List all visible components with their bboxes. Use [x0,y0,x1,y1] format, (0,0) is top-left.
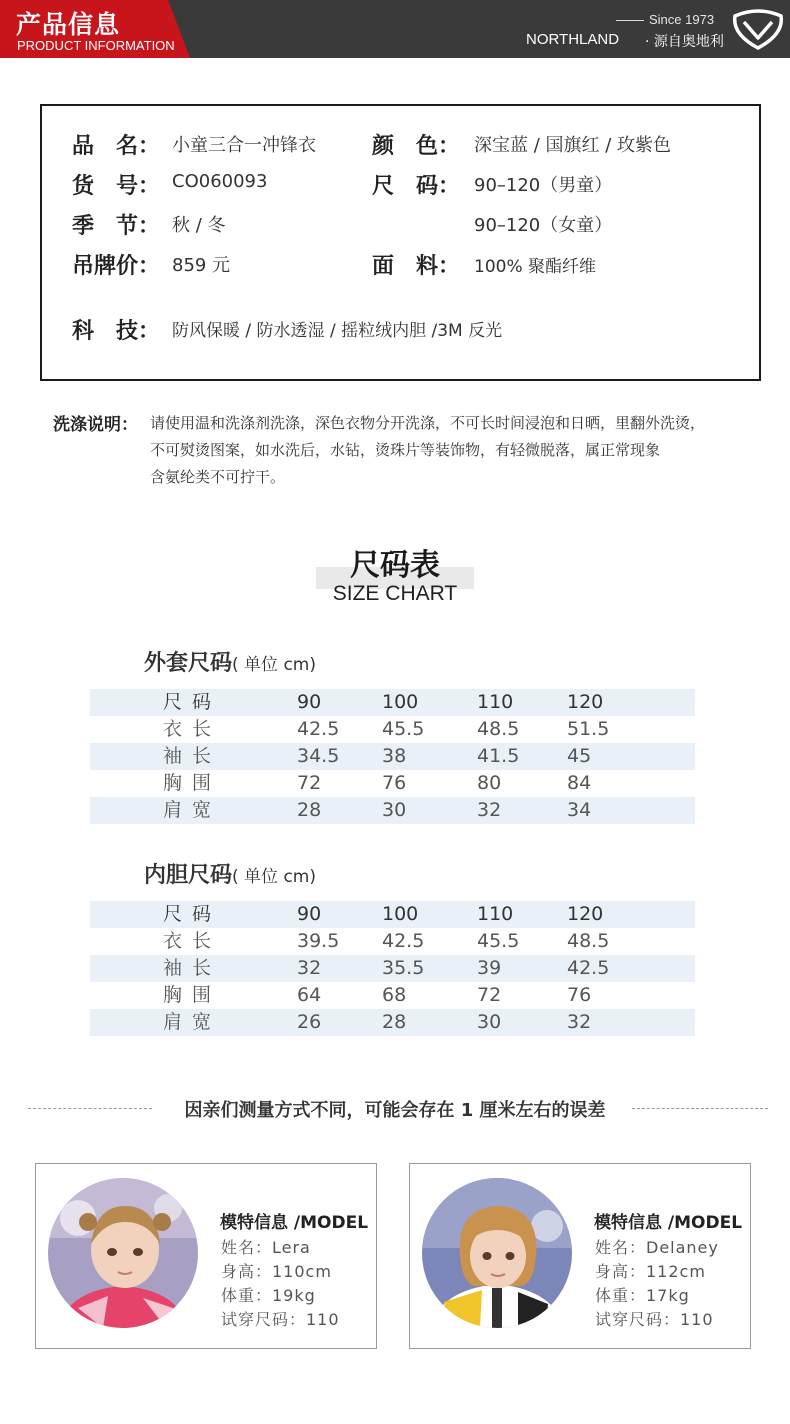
model-title: 模特信息 /MODEL [220,1213,369,1233]
outer-size-title-text: 外套尺码 [144,651,233,676]
fabric-value: 100% 聚酯纤维 [474,257,597,277]
table-cell: 120 [567,691,604,713]
model-title: 模特信息 /MODEL [594,1213,743,1233]
wash-line-1: 请使用温和洗涤剂洗涤，深色衣物分开洗涤，不可长时间浸泡和日晒，里翻外洗烫， [150,414,706,432]
size-chart-title-cn: 尺码表 [350,548,440,583]
header-title-en: PRODUCT INFORMATION [17,38,175,53]
tech-label: 科 技： [72,319,161,344]
brand-name: NORTHLAND [526,31,620,48]
model-height: 身高：110cm [221,1262,332,1281]
table-cell: 35.5 [382,957,425,979]
table-cell: 39 [477,957,502,979]
row-label: 胸 围 [163,772,214,794]
table-cell: 30 [477,1011,502,1033]
tech-value: 防风保暖 / 防水透湿 / 摇粒绒内胆 /3M 反光 [172,321,503,341]
row-label: 肩 宽 [163,799,214,821]
table-row [90,955,695,982]
model-size: 试穿尺码：110 [221,1310,340,1329]
table-cell: 76 [567,984,592,1006]
row-label: 胸 围 [163,984,214,1006]
table-cell: 48.5 [567,930,610,952]
table-cell: 84 [567,772,592,794]
size-chart-title-en: SIZE CHART [332,582,458,605]
row-label: 肩 宽 [163,1011,214,1033]
color-label: 颜 色： [372,134,461,159]
table-cell: 45.5 [382,718,425,740]
model-card-lera [35,1163,377,1349]
model-name: 姓名：Delaney [595,1238,719,1257]
name-value: 小童三合一冲锋衣 [172,135,316,156]
table-cell: 28 [297,799,322,821]
table-cell: 34 [567,799,592,821]
table-row [90,716,695,743]
table-cell: 42.5 [297,718,340,740]
model-weight: 体重：19kg [221,1286,316,1305]
table-cell: 30 [382,799,407,821]
table-cell: 90 [297,691,322,713]
model-photo-delaney [422,1178,572,1328]
color-value: 深宝蓝 / 国旗红 / 玫紫色 [474,135,672,156]
fabric-label: 面 料： [372,254,461,279]
row-label: 尺 码 [163,691,214,713]
table-cell: 72 [477,984,502,1006]
table-cell: 51.5 [567,718,610,740]
table-cell: 68 [382,984,407,1006]
table-row [90,689,695,716]
wash-line-3: 含氨纶类不可拧干。 [150,468,286,486]
model-height: 身高：112cm [595,1262,706,1281]
table-row [90,770,695,797]
header-title-cn: 产品信息 [16,10,121,39]
size-value-boys: 90–120（男童） [474,175,613,196]
table-cell: 64 [297,984,322,1006]
table-cell: 32 [477,799,502,821]
inner-size-title [144,858,316,889]
inner-size-unit: ( 单位 cm) [232,867,316,887]
outer-size-title [144,646,316,677]
table-row [90,901,695,928]
table-cell: 45 [567,745,592,767]
table-cell: 38 [382,745,407,767]
table-row [90,743,695,770]
table-cell: 80 [477,772,502,794]
table-cell: 32 [567,1011,592,1033]
table-cell: 110 [477,903,514,925]
table-cell: 48.5 [477,718,520,740]
row-label: 衣 长 [163,718,214,740]
table-cell: 110 [477,691,514,713]
table-cell: 100 [382,903,419,925]
table-row [90,982,695,1009]
season-value: 秋 / 冬 [172,215,226,236]
northland-logo-icon [732,8,784,50]
boy-portrait-icon [422,1178,572,1328]
table-row [90,928,695,955]
measurement-disclaimer: 因亲们测量方式不同，可能会存在 1 厘米左右的误差 [184,1100,606,1121]
size-value-girls: 90–120（女童） [474,215,613,236]
size-label: 尺 码： [372,174,461,199]
inner-size-title-text: 内胆尺码 [144,863,233,888]
table-cell: 26 [297,1011,322,1033]
row-label: 衣 长 [163,930,214,952]
table-cell: 100 [382,691,419,713]
table-cell: 39.5 [297,930,340,952]
table-cell: 45.5 [477,930,520,952]
girl-portrait-icon [48,1178,198,1328]
since-text: Since 1973 [649,12,715,27]
sku-label: 货 号： [72,174,161,199]
table-cell: 42.5 [567,957,610,979]
model-weight: 体重：17kg [595,1286,690,1305]
wash-line-2: 不可熨烫图案，如水洗后，水钻，烫珠片等装饰物，有轻微脱落，属正常现象 [150,441,661,459]
wash-label: 洗涤说明： [53,415,138,435]
table-cell: 72 [297,772,322,794]
row-label: 袖 长 [163,745,214,767]
since-divider [616,20,644,21]
table-cell: 42.5 [382,930,425,952]
table-cell: 32 [297,957,322,979]
table-cell: 41.5 [477,745,520,767]
table-cell: 28 [382,1011,407,1033]
table-cell: 34.5 [297,745,340,767]
table-row [90,797,695,824]
table-row [90,1009,695,1036]
outer-size-unit: ( 单位 cm) [232,655,316,675]
row-label: 袖 长 [163,957,214,979]
name-label: 品 名： [72,134,161,159]
table-cell: 90 [297,903,322,925]
table-cell: 120 [567,903,604,925]
price-label: 吊牌价： [72,254,161,279]
season-label: 季 节： [72,214,161,239]
price-value: 859 元 [172,255,231,276]
model-card-delaney [409,1163,751,1349]
table-cell: 76 [382,772,407,794]
row-label: 尺 码 [163,903,214,925]
model-photo-lera [48,1178,198,1328]
model-size: 试穿尺码：110 [595,1310,714,1329]
brand-origin: · 源自奥地利 [645,34,724,50]
sku-value: CO060093 [172,171,268,192]
model-name: 姓名：Lera [221,1238,311,1257]
